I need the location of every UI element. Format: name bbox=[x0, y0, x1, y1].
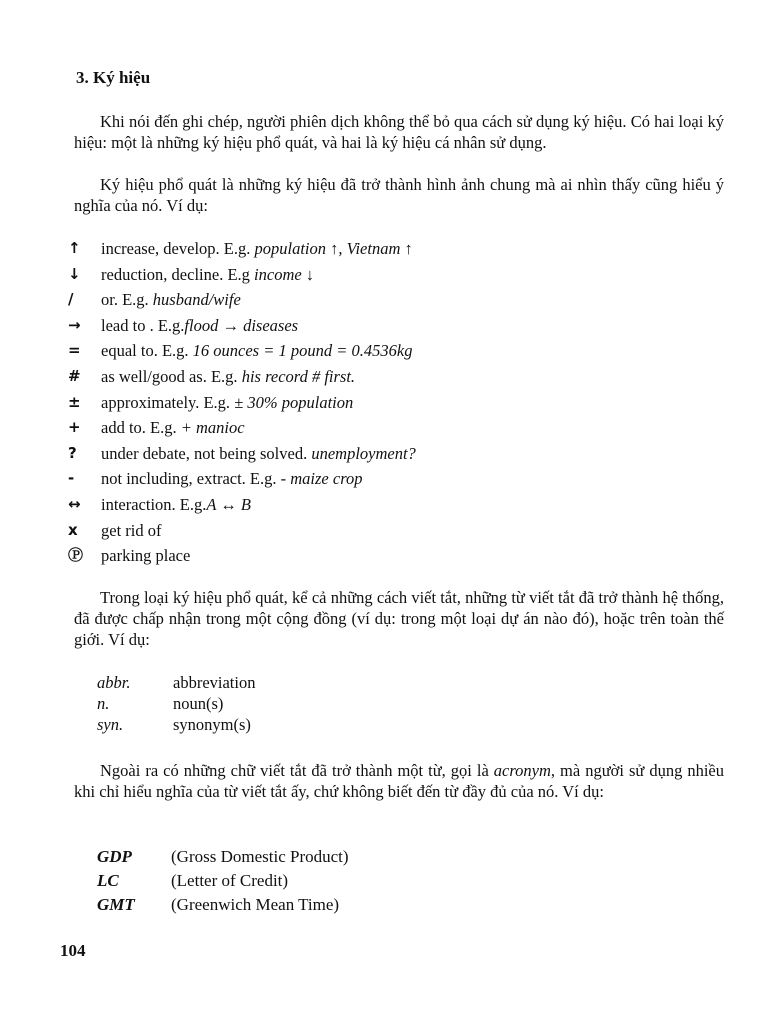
paragraph-universal-symbols: Ký hiệu phổ quát là những ký hiệu đã trở thành hình ảnh chung mà ai nhìn thấy cũng hiểu ý nghĩa của nó. Ví dụ: bbox=[74, 175, 724, 215]
symbol-example: 16 ounces = 1 pound = 0.4536kg bbox=[192, 341, 413, 361]
page-number: 104 bbox=[60, 941, 86, 960]
symbol-example: A ↔ B bbox=[206, 494, 252, 514]
symbol-meaning: increase, develop. E.g. bbox=[101, 239, 255, 258]
x-symbol: x bbox=[68, 520, 78, 539]
equals-symbol: = bbox=[68, 341, 81, 360]
symbol-row bbox=[68, 364, 708, 390]
symbol-example: ± 30% population bbox=[234, 392, 354, 412]
acronym-meaning: (Letter of Credit) bbox=[171, 871, 289, 890]
symbol-row bbox=[68, 543, 708, 569]
symbol-description bbox=[101, 441, 416, 467]
symbol-description bbox=[101, 415, 245, 441]
symbol-row bbox=[68, 313, 708, 339]
plus-minus-symbol: ± bbox=[68, 392, 81, 411]
acronym: GDP bbox=[97, 847, 132, 866]
symbol-meaning: get rid of bbox=[101, 520, 162, 540]
abbreviation: syn. bbox=[97, 715, 124, 734]
right-arrow-symbol: → bbox=[68, 315, 81, 334]
symbol-description bbox=[101, 313, 298, 339]
abbreviation-meaning: synonym(s) bbox=[173, 715, 251, 734]
section-heading: 3. Ký hiệu bbox=[76, 68, 151, 87]
symbol-list bbox=[68, 236, 708, 569]
symbol-row bbox=[68, 262, 708, 288]
abbreviation-row bbox=[97, 693, 255, 714]
symbol-row bbox=[68, 390, 708, 416]
abbreviation-row bbox=[97, 672, 255, 693]
paragraph-intro: Khi nói đến ghi chép, người phiên dịch không thể bỏ qua cách sử dụng ký hiệu. Có hai loại ký hiệu: một là những ký hiệu phổ quát, và hai là ký hiệu cá nhân sử dụng. bbox=[74, 112, 724, 152]
acronyms-text-start: Ngoài ra có những chữ viết tắt đã trở thành một từ, gọi là bbox=[100, 761, 494, 780]
paragraph-acronyms bbox=[74, 760, 724, 802]
symbol-description bbox=[101, 338, 412, 364]
symbol-row bbox=[68, 466, 708, 492]
symbol-description bbox=[101, 543, 190, 569]
slash-symbol: / bbox=[68, 290, 74, 309]
symbol-meaning: equal to. E.g. bbox=[101, 341, 193, 361]
symbol-meaning: lead to . E.g. bbox=[101, 315, 185, 335]
symbol-description bbox=[101, 287, 241, 313]
abbreviation-meaning: noun(s) bbox=[173, 694, 224, 713]
paragraph-abbreviations: Trong loại ký hiệu phổ quát, kể cả những cách viết tắt, những từ viết tắt đã trở thành hệ thống, đã được chấp nhận trong một cộng đồng (ví dụ: trong một loại dự án nào đó), hoặc trên toàn thế giới. Ví dụ: bbox=[74, 588, 724, 649]
symbol-meaning: as well/good as. E.g. bbox=[101, 366, 242, 386]
question-mark-symbol: ? bbox=[68, 443, 77, 462]
acronym-meaning: (Greenwich Mean Time) bbox=[171, 895, 340, 914]
symbol-row bbox=[68, 236, 708, 262]
acronym-meaning: (Gross Domestic Product) bbox=[171, 847, 349, 866]
hash-symbol: # bbox=[68, 366, 81, 385]
abbreviation: n. bbox=[97, 694, 110, 713]
minus-symbol: - bbox=[68, 469, 75, 488]
symbol-description bbox=[101, 492, 251, 518]
acronym: LC bbox=[97, 871, 119, 890]
symbol-example: unemployment? bbox=[311, 443, 416, 463]
symbol-example: population ↑, Vietnam ↑ bbox=[254, 239, 413, 258]
plus-symbol: + bbox=[68, 418, 81, 437]
symbol-meaning: approximately. E.g. bbox=[101, 392, 235, 412]
acronym-list bbox=[97, 845, 349, 917]
symbol-description bbox=[101, 390, 353, 416]
abbreviation-list bbox=[97, 672, 255, 735]
symbol-row bbox=[68, 441, 708, 467]
symbol-row bbox=[68, 338, 708, 364]
symbol-example: husband/wife bbox=[152, 290, 241, 310]
symbol-example: - maize crop bbox=[280, 469, 363, 489]
symbol-row bbox=[68, 492, 708, 518]
symbol-meaning: or. E.g. bbox=[101, 290, 153, 310]
down-arrow-symbol: ↓ bbox=[68, 264, 81, 283]
acronym-row bbox=[97, 869, 349, 893]
acronym-row bbox=[97, 893, 349, 917]
symbol-meaning: parking place bbox=[101, 546, 191, 566]
abbreviation-row bbox=[97, 714, 255, 735]
symbol-example: + manioc bbox=[180, 418, 245, 438]
symbol-example: flood → diseases bbox=[184, 315, 299, 335]
abbreviation: abbr. bbox=[97, 673, 131, 692]
symbol-meaning: reduction, decline. E.g bbox=[101, 264, 255, 284]
acronym-term: acronym bbox=[493, 761, 551, 780]
parking-icon: Ⓟ bbox=[68, 546, 84, 565]
acronym-row bbox=[97, 845, 349, 869]
symbol-example: his record # first. bbox=[241, 366, 356, 386]
symbol-description bbox=[101, 518, 161, 544]
symbol-meaning: not including, extract. E.g. bbox=[101, 469, 281, 489]
symbol-description bbox=[101, 236, 413, 262]
acronyms-text-end: , mà người sử dụng nhiều khi chỉ hiểu nghĩa của từ viết tắt ấy, chứ không biết đến từ đầy đủ của nó. Ví dụ: bbox=[74, 761, 724, 801]
acronym: GMT bbox=[97, 895, 135, 914]
symbol-example: income ↓ bbox=[254, 264, 315, 284]
symbol-meaning: interaction. E.g. bbox=[101, 494, 207, 514]
abbreviation-meaning: abbreviation bbox=[173, 673, 256, 692]
symbol-description bbox=[101, 466, 363, 492]
symbol-meaning: add to. E.g. bbox=[101, 418, 181, 438]
symbol-description bbox=[101, 364, 355, 390]
up-arrow-symbol: ↑ bbox=[68, 239, 81, 257]
symbol-row bbox=[68, 518, 708, 544]
symbol-row bbox=[68, 415, 708, 441]
symbol-row bbox=[68, 287, 708, 313]
symbol-meaning: under debate, not being solved. bbox=[101, 443, 312, 463]
symbol-description bbox=[101, 262, 314, 288]
double-arrow-symbol: ↔ bbox=[68, 494, 81, 513]
